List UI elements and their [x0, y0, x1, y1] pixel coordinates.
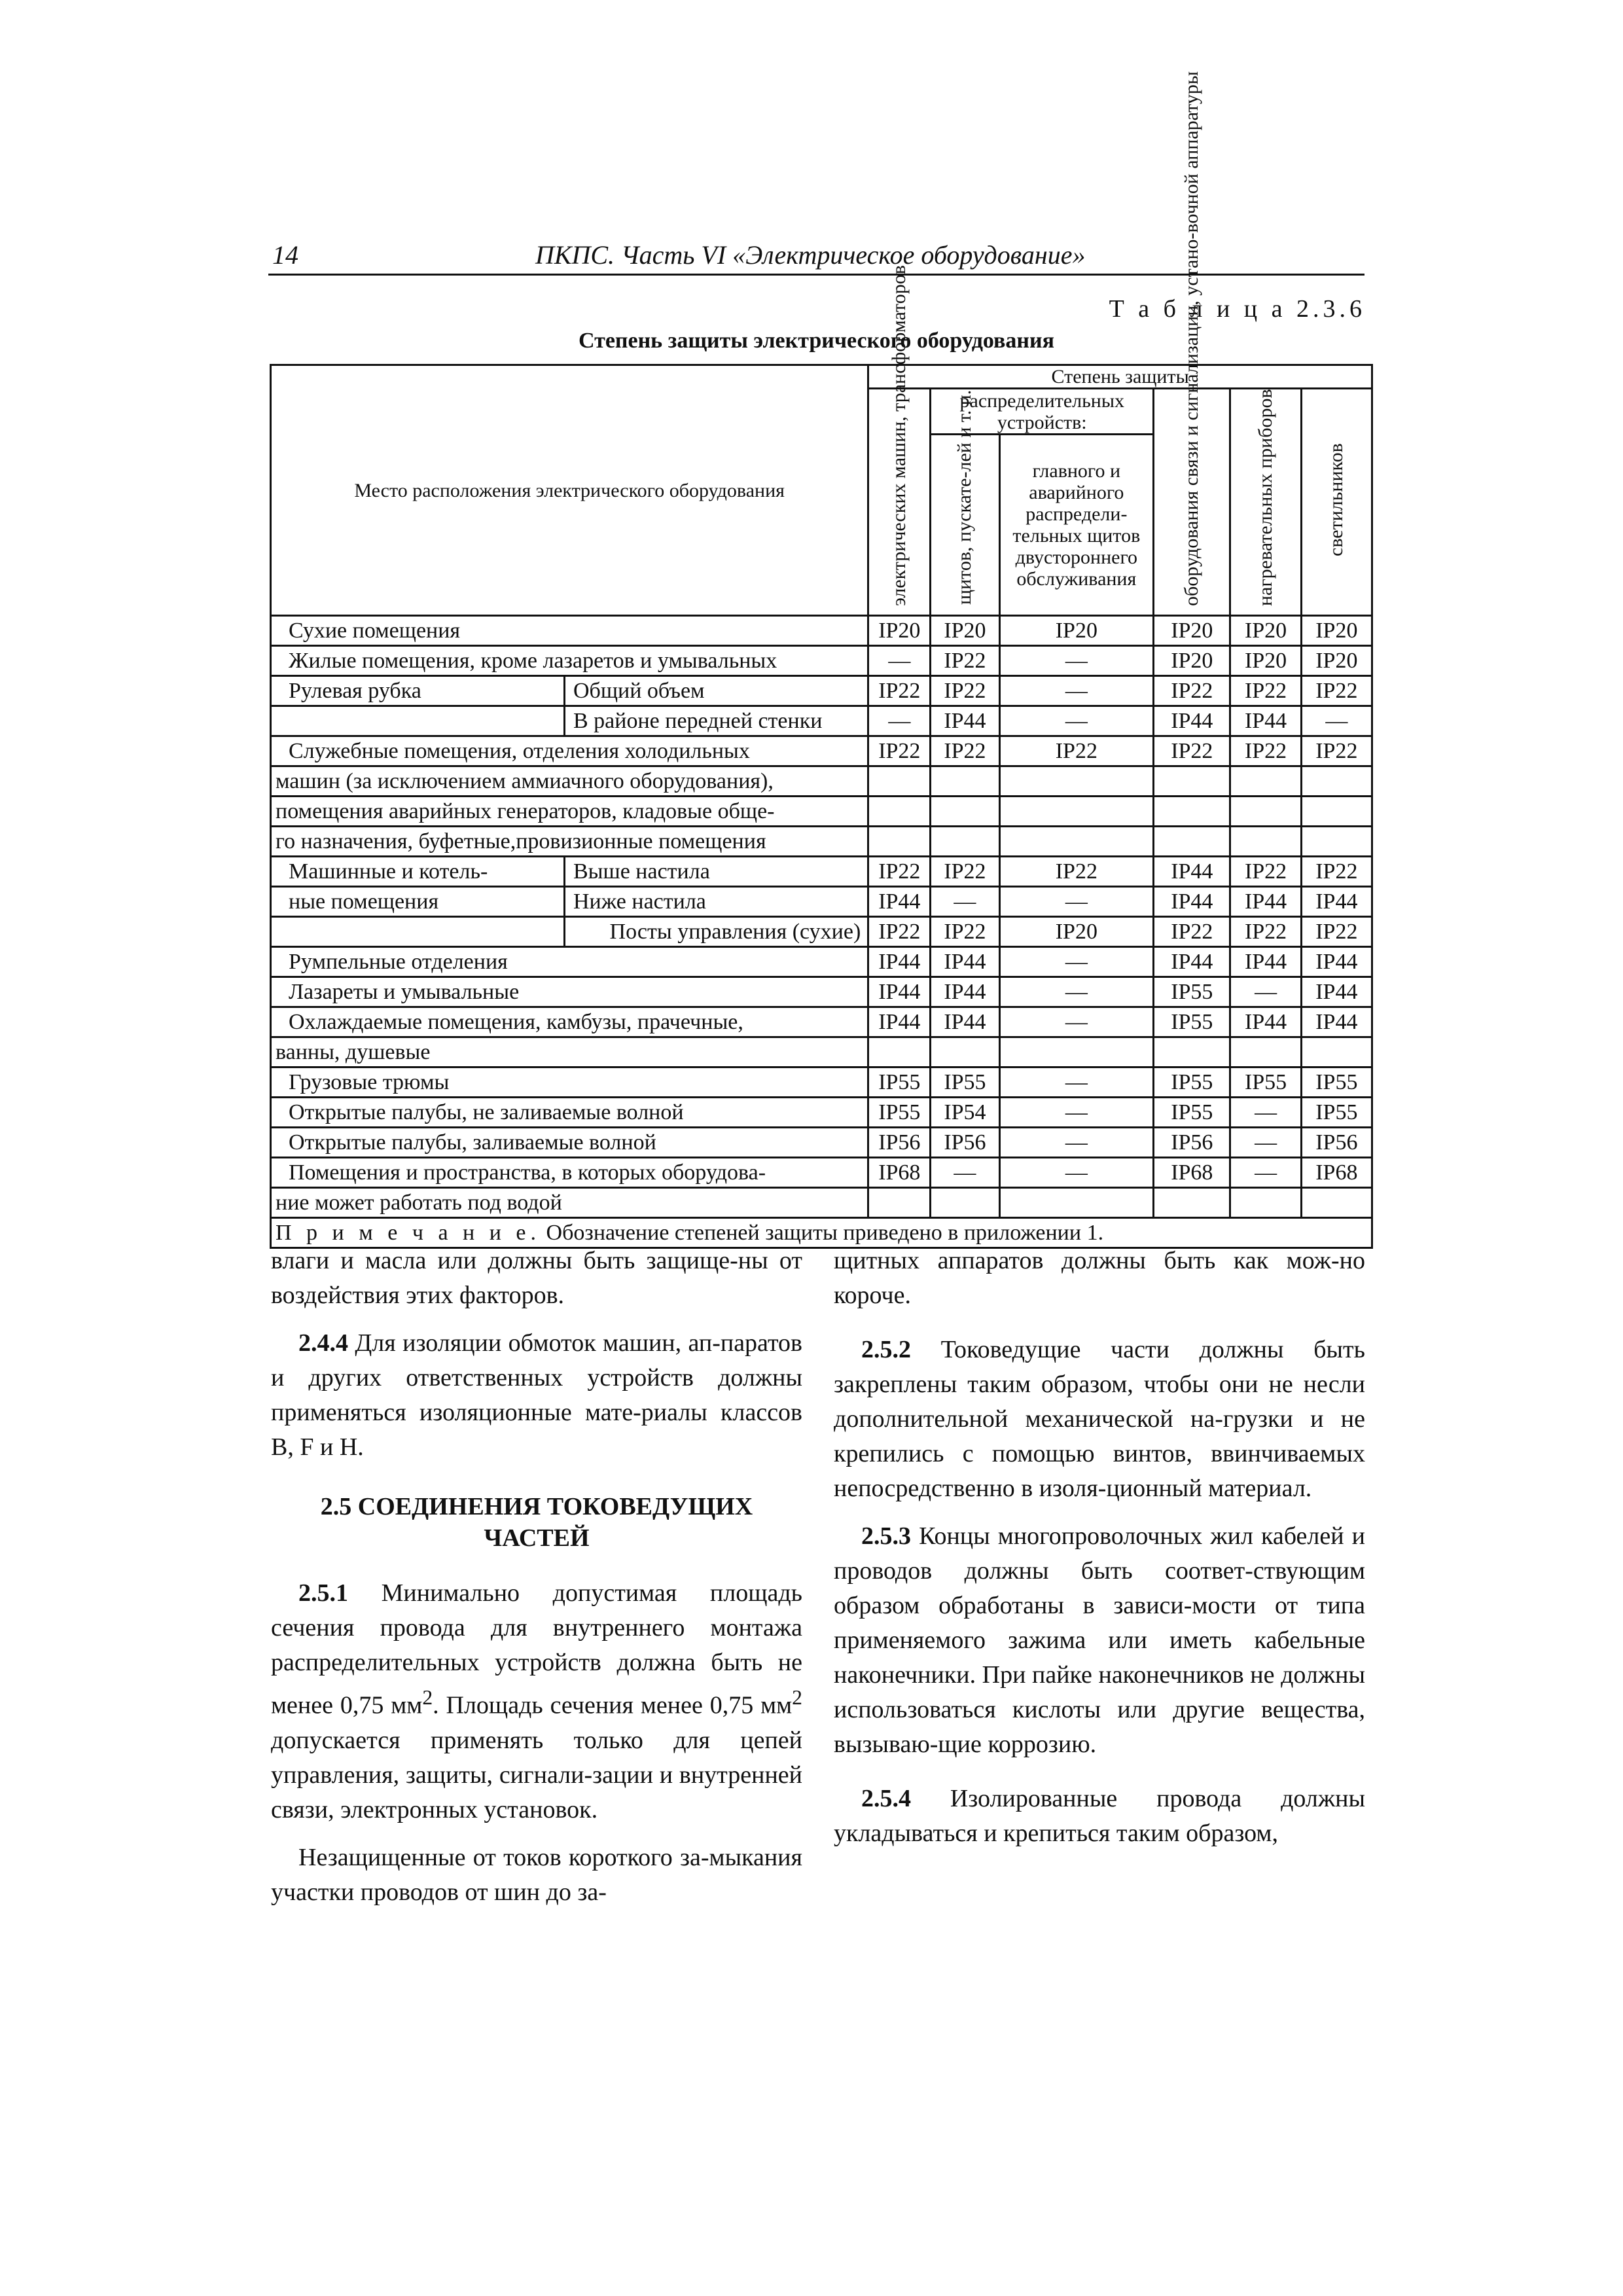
protection-value-cell [1301, 766, 1372, 797]
protection-value-cell: IP44 [1154, 947, 1230, 977]
place-label: Охлаждаемые помещения, камбузы, прачечные, [289, 1010, 743, 1034]
place-label: Грузовые трюмы [289, 1070, 450, 1094]
place-label: машин (за исключением аммиачного оборудования), [276, 769, 774, 793]
protection-value-cell [931, 827, 999, 857]
protection-value-cell: IP44 [868, 1007, 931, 1037]
protection-value-cell: IP68 [1154, 1158, 1230, 1188]
place-label: ванны, душевые [276, 1040, 431, 1064]
table-row [271, 1067, 1372, 1098]
paragraph-2-5-1 [271, 1576, 802, 1827]
protection-value-cell [999, 1188, 1154, 1218]
protection-value-cell [868, 797, 931, 827]
protection-value-cell: IP44 [931, 977, 999, 1007]
protection-value-cell: — [999, 676, 1154, 706]
protection-value-cell: IP22 [1154, 676, 1230, 706]
table-row [271, 827, 1372, 857]
place-cell [271, 977, 868, 1007]
protection-value-cell: IP44 [1301, 887, 1372, 917]
protection-value-cell: IP22 [868, 917, 931, 947]
place-group-label: Рулевая рубка [289, 679, 421, 703]
protection-value-cell: IP44 [1154, 887, 1230, 917]
protection-value-cell: IP22 [999, 857, 1154, 887]
paragraph-text: Для изоляции обмоток машин, ап-паратов и других ответственных устройств должны применяться изоляционные мате-риалы классов B, F и H. [271, 1329, 802, 1461]
protection-value-cell: IP44 [931, 706, 999, 736]
protection-value-cell: IP44 [1230, 1007, 1301, 1037]
protection-value-cell [1301, 1188, 1372, 1218]
table-row [271, 857, 1372, 887]
place-cell [271, 857, 868, 887]
place-sub-label: Посты управления (сухие) [563, 918, 863, 946]
paragraph-continued: влаги и масла или должны быть защище-ны от воздействия этих факторов. [271, 1247, 802, 1309]
protection-value-cell: IP22 [999, 736, 1154, 766]
place-cell [271, 887, 868, 917]
clause-number: 2.5.2 [861, 1336, 911, 1363]
protection-value-cell: IP54 [931, 1098, 999, 1128]
protection-value-cell: IP22 [1301, 676, 1372, 706]
note-text: Обозначение степеней защиты приведено в приложении 1. [541, 1221, 1104, 1245]
table-row [271, 977, 1372, 1007]
protection-value-cell: IP56 [1154, 1128, 1230, 1158]
paragraph-2-5-2 [834, 1333, 1365, 1506]
protection-value-cell: IP20 [1301, 616, 1372, 646]
table-number: Т а б л и ц а 2.3.6 [1109, 295, 1366, 323]
table-row [271, 1158, 1372, 1188]
protection-value-cell: IP22 [868, 736, 931, 766]
protection-value-cell: IP55 [1154, 1098, 1230, 1128]
protection-value-cell: IP22 [931, 676, 999, 706]
place-cell [271, 1188, 868, 1218]
protection-value-cell: IP20 [1154, 616, 1230, 646]
protection-value-cell: IP44 [868, 947, 931, 977]
paragraph-text: . Площадь сечения менее 0,75 мм [433, 1691, 793, 1719]
place-label: го назначения, буфетные,провизионные помещения [276, 829, 766, 853]
protection-value-cell: IP55 [1154, 977, 1230, 1007]
table-caption: Степень защиты электрического оборудования [579, 329, 1054, 353]
protection-value-cell: IP22 [1230, 676, 1301, 706]
paragraph-text: Концы многопроволочных жил кабелей и проводов должны быть соответ-ствующим образом обработаны в зависи-мости от типа применяемого зажима или иметь кабельные наконечники. При пайке наконечников не должны использоваться кислоты или другие вещества, вызываю-щие коррозию. [834, 1522, 1365, 1758]
paragraph-2-5-4 [834, 1782, 1365, 1851]
header-main-boards: главного и аварийного распредели-тельных щитов двустороннего обслуживания [999, 435, 1154, 616]
place-cell [271, 616, 868, 646]
protection-value-cell: IP20 [1301, 646, 1372, 676]
protection-value-cell: IP44 [868, 977, 931, 1007]
place-group-label [276, 707, 563, 735]
protection-value-cell: IP68 [1301, 1158, 1372, 1188]
protection-value-cell: IP22 [931, 857, 999, 887]
table-row [271, 917, 1372, 947]
place-cell [271, 1067, 868, 1098]
protection-value-cell: IP55 [1230, 1067, 1301, 1098]
table-row [271, 676, 1372, 706]
protection-value-cell: IP22 [1154, 917, 1230, 947]
protection-value-cell: IP44 [868, 887, 931, 917]
superscript: 2 [422, 1686, 433, 1709]
place-sub-label: Общий объем [563, 677, 863, 705]
protection-value-cell: — [1230, 1098, 1301, 1128]
place-group-label [276, 918, 563, 946]
place-cell [271, 1007, 868, 1037]
protection-value-cell: — [1230, 977, 1301, 1007]
protection-value-cell: IP20 [1230, 646, 1301, 676]
clause-number: 2.5.4 [861, 1785, 911, 1812]
protection-value-cell: IP55 [1301, 1067, 1372, 1098]
place-cell [271, 797, 868, 827]
table-row [271, 1188, 1372, 1218]
header-lights: светильников [1301, 389, 1372, 616]
place-cell [271, 1128, 868, 1158]
protection-value-cell: IP56 [868, 1128, 931, 1158]
table-row [271, 736, 1372, 766]
superscript: 2 [792, 1686, 802, 1709]
paragraph-text: Изолированные провода должны укладываться и крепиться таким образом, [834, 1785, 1365, 1847]
protection-value-cell [868, 1188, 931, 1218]
protection-value-cell: — [999, 977, 1154, 1007]
place-cell [271, 736, 868, 766]
place-sub-label: Выше настила [563, 857, 863, 886]
protection-value-cell [868, 1037, 931, 1067]
header-degree: Степень защиты [868, 365, 1372, 389]
table-row [271, 1128, 1372, 1158]
clause-number: 2.5.1 [298, 1579, 348, 1607]
protection-value-cell: — [999, 1007, 1154, 1037]
place-label: Открытые палубы, не заливаемые волной [289, 1100, 684, 1124]
protection-value-cell: IP22 [1230, 917, 1301, 947]
table-row [271, 947, 1372, 977]
place-label: Помещения и пространства, в которых оборудова- [289, 1160, 766, 1185]
place-label: ние может работать под водой [276, 1191, 562, 1215]
table-row [271, 1098, 1372, 1128]
protection-value-cell: IP22 [868, 676, 931, 706]
protection-value-cell: — [999, 706, 1154, 736]
table-row [271, 797, 1372, 827]
table-row [271, 1037, 1372, 1067]
note-label: П р и м е ч а н и е. [276, 1221, 541, 1245]
protection-value-cell: IP44 [1154, 706, 1230, 736]
protection-value-cell: IP55 [1301, 1098, 1372, 1128]
paragraph-text: Минимально допустимая площадь сечения провода для внутреннего монтажа распределительных устройств должна быть не менее 0,75 мм [271, 1579, 802, 1719]
protection-value-cell: — [999, 1128, 1154, 1158]
header-place: Место расположения электрического оборудования [271, 365, 868, 616]
protection-value-cell [868, 827, 931, 857]
protection-value-cell: — [868, 646, 931, 676]
protection-value-cell [999, 797, 1154, 827]
protection-value-cell: — [1301, 706, 1372, 736]
table-row [271, 706, 1372, 736]
table-row [271, 887, 1372, 917]
protection-value-cell: IP22 [1301, 857, 1372, 887]
place-sub-label: В районе передней стенки [563, 707, 863, 735]
protection-value-cell: — [999, 1067, 1154, 1098]
protection-value-cell: IP68 [868, 1158, 931, 1188]
protection-value-cell [999, 827, 1154, 857]
protection-value-cell: — [868, 706, 931, 736]
protection-value-cell [868, 766, 931, 797]
protection-value-cell: IP44 [931, 947, 999, 977]
place-label: Сухие помещения [289, 619, 461, 643]
place-cell [271, 1037, 868, 1067]
protection-value-cell [999, 1037, 1154, 1067]
protection-value-cell: IP44 [1230, 706, 1301, 736]
protection-value-cell: IP56 [931, 1128, 999, 1158]
protection-value-cell [1301, 1037, 1372, 1067]
table-body [271, 616, 1372, 1218]
protection-value-cell: — [931, 1158, 999, 1188]
place-cell [271, 766, 868, 797]
place-cell [271, 947, 868, 977]
protection-value-cell: IP44 [1154, 857, 1230, 887]
place-group-label: Машинные и котель- [289, 859, 488, 884]
page-number: 14 [272, 240, 298, 270]
place-label: помещения аварийных генераторов, кладовые обще- [276, 799, 775, 823]
protection-value-cell [931, 797, 999, 827]
protection-value-cell: IP22 [868, 857, 931, 887]
protection-value-cell: IP22 [1230, 857, 1301, 887]
place-cell [271, 1098, 868, 1128]
section-heading: 2.5 СОЕДИНЕНИЯ ТОКОВЕДУЩИХ ЧАСТЕЙ [320, 1493, 753, 1552]
place-label: Лазареты и умывальные [289, 980, 520, 1004]
protection-value-cell: IP55 [868, 1067, 931, 1098]
paragraph-2-5-3 [834, 1519, 1365, 1762]
protection-value-cell: IP20 [931, 616, 999, 646]
header-boards: щитов, пускате-лей и т. п. [931, 435, 999, 616]
protection-value-cell: — [1230, 1128, 1301, 1158]
place-label: Жилые помещения, кроме лазаретов и умывальных [289, 649, 777, 673]
place-cell [271, 917, 868, 947]
clause-number: 2.5.3 [861, 1522, 911, 1550]
header-heaters: нагревательных приборов [1230, 389, 1301, 616]
paragraph-text: допускается применять только для цепей управления, защиты, сигнали-зации и внутренней связи, электронных установок. [271, 1726, 802, 1823]
protection-value-cell: IP20 [1154, 646, 1230, 676]
protection-value-cell: IP44 [1230, 947, 1301, 977]
place-cell [271, 1158, 868, 1188]
place-cell [271, 646, 868, 676]
protection-value-cell: IP20 [1230, 616, 1301, 646]
protection-value-cell [1230, 797, 1301, 827]
protection-value-cell [1301, 827, 1372, 857]
protection-value-cell: IP56 [1301, 1128, 1372, 1158]
protection-value-cell [1154, 766, 1230, 797]
clause-number: 2.4.4 [298, 1329, 348, 1357]
protection-value-cell: IP44 [1230, 887, 1301, 917]
header-machines: электрических машин, трансформаторов [868, 389, 931, 616]
protection-value-cell: IP55 [1154, 1007, 1230, 1037]
protection-value-cell [931, 1037, 999, 1067]
protection-value-cell [931, 1188, 999, 1218]
protection-value-cell: — [999, 646, 1154, 676]
place-sub-label: Ниже настила [563, 888, 863, 916]
table-row [271, 646, 1372, 676]
protection-value-cell [1154, 1037, 1230, 1067]
protection-value-cell: IP55 [868, 1098, 931, 1128]
protection-value-cell [1230, 766, 1301, 797]
paragraph-text: Токоведущие части должны быть закреплены таким образом, чтобы они не несли дополнительной механической на-грузки и не крепились с помощью винтов, ввинчиваемых непосредственно в изоля-ционный материал. [834, 1336, 1365, 1502]
protection-value-cell: IP44 [1301, 1007, 1372, 1037]
table-row [271, 1007, 1372, 1037]
protection-value-cell: IP20 [999, 616, 1154, 646]
paragraph-2-4-4 [271, 1326, 802, 1465]
protection-value-cell: IP55 [931, 1067, 999, 1098]
left-column [271, 1244, 802, 1923]
protection-value-cell [1230, 1037, 1301, 1067]
running-title: ПКПС. Часть VI «Электрическое оборудование» [535, 240, 1086, 270]
protection-value-cell: — [999, 1158, 1154, 1188]
paragraph-continued: щитных аппаратов должны быть как мож-но короче. [834, 1247, 1365, 1309]
protection-value-cell [1301, 797, 1372, 827]
protection-value-cell: IP22 [1301, 917, 1372, 947]
place-label: Румпельные отделения [289, 950, 508, 974]
protection-value-cell [1154, 827, 1230, 857]
place-cell [271, 676, 868, 706]
place-label: Служебные помещения, отделения холодильных [289, 739, 750, 763]
protection-value-cell: IP20 [999, 917, 1154, 947]
protection-value-cell: IP20 [868, 616, 931, 646]
paragraph-unprotected: Незащищенные от токов короткого за-мыкания участки проводов от шин до за- [271, 1843, 802, 1906]
protection-value-cell: IP22 [931, 736, 999, 766]
place-cell [271, 827, 868, 857]
protection-value-cell: — [1230, 1158, 1301, 1188]
protection-value-cell: IP22 [1301, 736, 1372, 766]
place-cell [271, 706, 868, 736]
right-column [834, 1244, 1365, 1864]
place-group-label: ные помещения [289, 889, 439, 914]
protection-value-cell: — [931, 887, 999, 917]
table-row [271, 766, 1372, 797]
place-label: Открытые палубы, заливаемые волной [289, 1130, 656, 1155]
header-comm: оборудования связи и сигнализации, устано-вочной аппаратуры [1154, 389, 1230, 616]
protection-value-cell: IP44 [1301, 977, 1372, 1007]
protection-value-cell: — [999, 1098, 1154, 1128]
protection-value-cell: IP22 [931, 646, 999, 676]
protection-value-cell [1154, 797, 1230, 827]
protection-value-cell: — [999, 947, 1154, 977]
table-row [271, 616, 1372, 646]
protection-value-cell: — [999, 887, 1154, 917]
protection-value-cell: IP44 [1301, 947, 1372, 977]
protection-value-cell: IP44 [931, 1007, 999, 1037]
protection-value-cell: IP22 [1154, 736, 1230, 766]
protection-value-cell [931, 766, 999, 797]
protection-value-cell [1230, 827, 1301, 857]
protection-value-cell [1154, 1188, 1230, 1218]
header-distrib: распределительных устройств: [931, 389, 1154, 435]
protection-value-cell: IP22 [931, 917, 999, 947]
protection-value-cell [1230, 1188, 1301, 1218]
protection-value-cell: IP55 [1154, 1067, 1230, 1098]
protection-value-cell: IP22 [1230, 736, 1301, 766]
protection-value-cell [999, 766, 1154, 797]
